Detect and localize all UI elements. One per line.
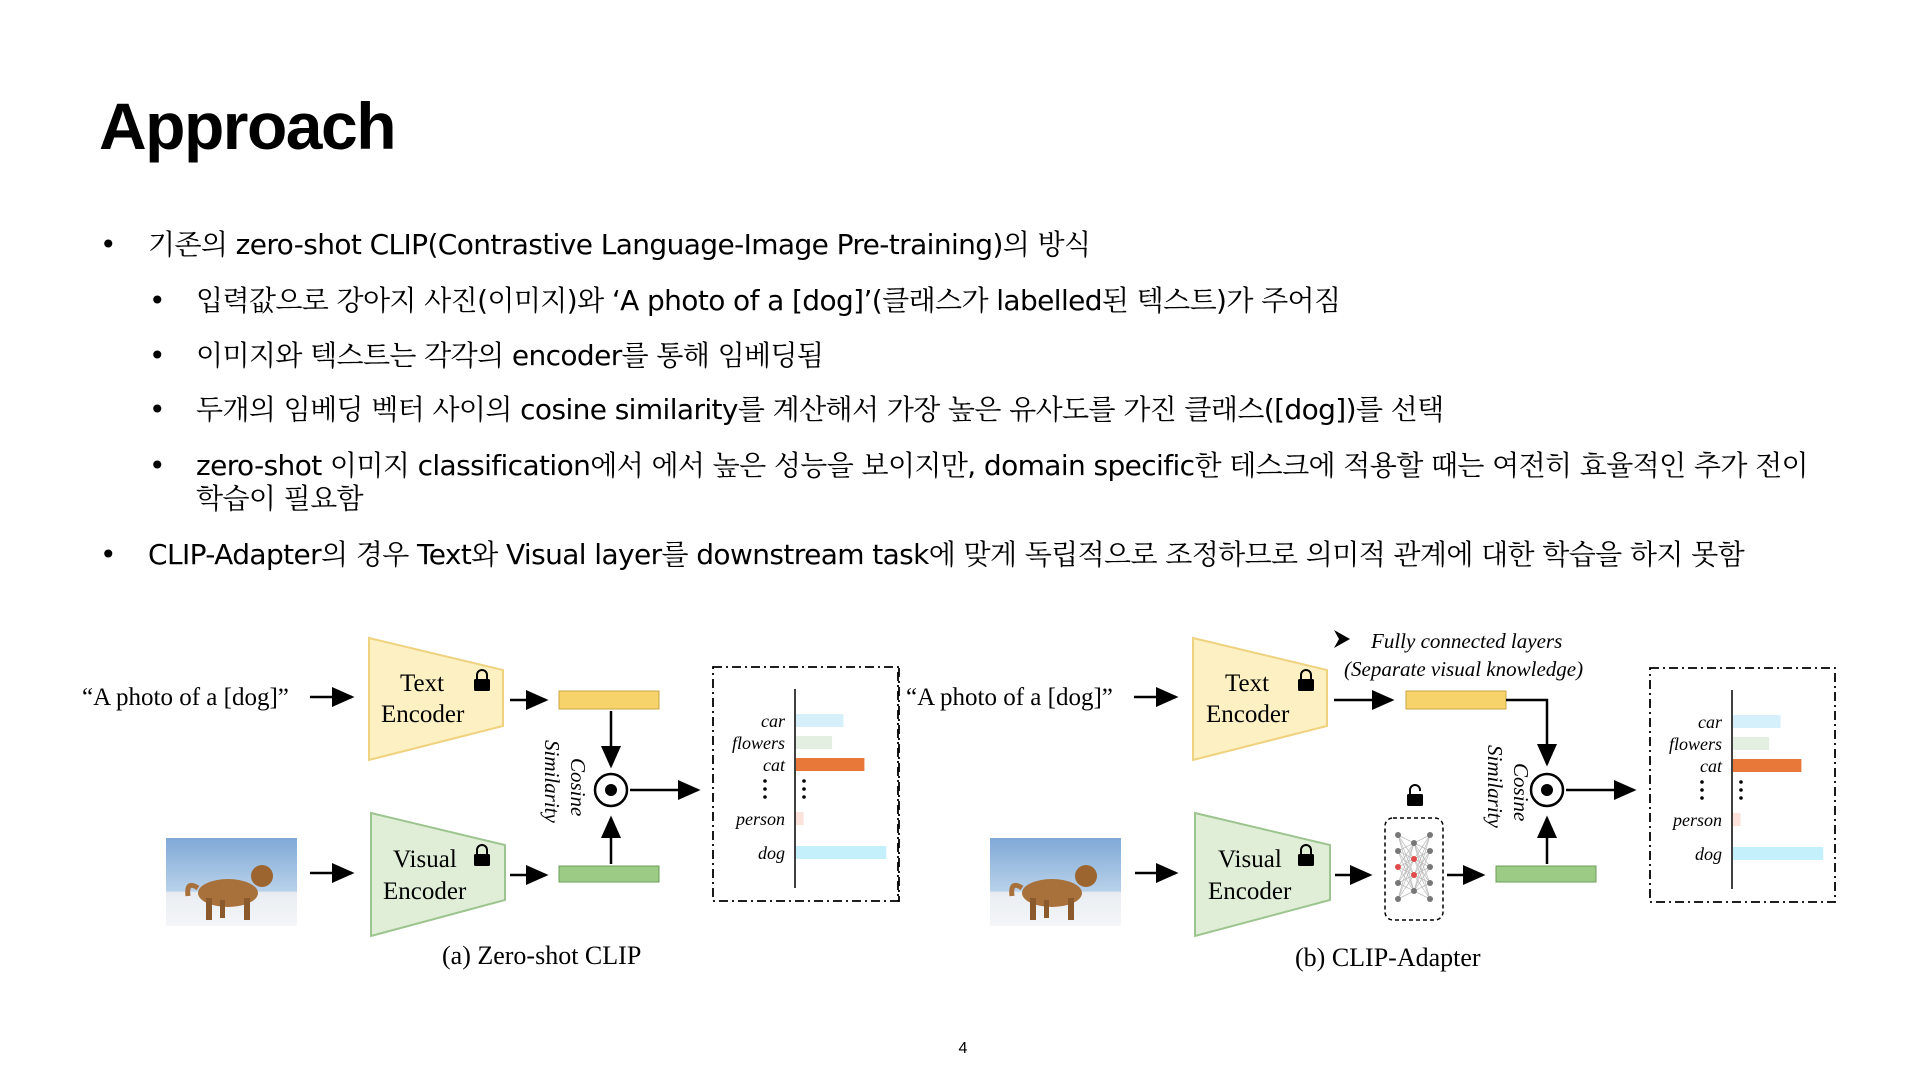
class-score-bar xyxy=(1733,813,1741,826)
prediction-box-a xyxy=(713,667,898,901)
ellipsis-dot xyxy=(1739,788,1743,792)
class-label: dog xyxy=(758,843,785,863)
ellipsis-dot xyxy=(1739,796,1743,800)
fc-note-line1: Fully connected layers xyxy=(1371,629,1563,653)
adapter-node xyxy=(1427,896,1433,902)
class-label: person xyxy=(1673,810,1722,830)
adapter-node xyxy=(1395,848,1401,854)
caption-a: (a) Zero-shot CLIP xyxy=(442,941,642,970)
caption-b: (b) CLIP-Adapter xyxy=(1295,943,1481,972)
fc-note-line2: (Separate visual knowledge) xyxy=(1344,657,1584,681)
arrow xyxy=(1506,700,1547,764)
bullet-1-4: zero-shot 이미지 classification에서 에서 높은 성능을 보이지만, domain specific한 테스크에 적용할 때는 여전히 효율적인 추가 전이 xyxy=(196,449,1808,482)
visual-embedding-a xyxy=(559,866,659,882)
cosine-label-b: Cosine xyxy=(1509,763,1533,822)
text-encoder-b xyxy=(1193,638,1327,760)
class-score-bar xyxy=(1733,759,1801,772)
visual-encoder-a xyxy=(371,813,505,936)
bullet-1-4-continued: 학습이 필요함 xyxy=(196,482,363,515)
adapter-node xyxy=(1395,832,1401,838)
class-label: car xyxy=(1698,712,1722,732)
visual-encoder-label-a: Visual xyxy=(393,846,457,873)
class-score-bar xyxy=(1733,715,1781,728)
ellipsis-dot xyxy=(1700,780,1704,784)
panel-a xyxy=(82,638,898,936)
class-label: person xyxy=(736,809,785,829)
adapter-node xyxy=(1395,880,1401,886)
dot-product-icon xyxy=(1531,774,1563,806)
class-scores-b xyxy=(1669,712,1823,864)
prompt-text-a: “A photo of a [dog]” xyxy=(82,684,289,711)
class-score-bar xyxy=(796,812,804,825)
ellipsis-dot xyxy=(802,779,806,783)
text-embedding-a xyxy=(559,691,659,709)
visual-encoder-label-b: Encoder xyxy=(1208,878,1292,905)
class-label: car xyxy=(761,711,785,731)
adapter-node xyxy=(1411,888,1417,894)
visual-encoder-label-a: Encoder xyxy=(383,878,467,905)
bullet-1-1: 입력값으로 강아지 사진(이미지)와 ‘A photo of a [dog]’(클래스가 labelled된 텍스트)가 주어짐 xyxy=(196,284,1341,317)
bullet-marker: • xyxy=(149,449,166,482)
adapter-box xyxy=(1385,818,1443,920)
ellipsis-dot xyxy=(1739,780,1743,784)
slide-title: Approach xyxy=(99,89,396,163)
bullet-marker: • xyxy=(149,393,166,426)
class-label: flowers xyxy=(1668,734,1722,754)
class-score-bar xyxy=(796,714,844,727)
bullet-1-3: 두개의 임베딩 벡터 사이의 cosine similarity를 계산해서 가장 높은 유사도를 가진 클래스([dog])를 선택 xyxy=(196,393,1444,426)
ellipsis-dot xyxy=(763,779,767,783)
text-encoder-label-a: Encoder xyxy=(381,701,465,728)
visual-encoder-b xyxy=(1195,813,1330,936)
adapter-network-icon xyxy=(1395,832,1433,902)
adapter-node xyxy=(1427,832,1433,838)
class-score-bar xyxy=(1733,737,1769,750)
adapter-node xyxy=(1427,864,1433,870)
class-label: cat xyxy=(1700,756,1722,776)
bullet-marker: • xyxy=(100,538,117,571)
adapter-node xyxy=(1411,840,1417,846)
bullet-marker: • xyxy=(100,228,117,261)
adapter-node xyxy=(1395,896,1401,902)
class-score-bar xyxy=(796,758,864,771)
visual-embedding-b xyxy=(1496,866,1596,882)
ellipsis-dot xyxy=(802,795,806,799)
page-number: 4 xyxy=(958,1040,968,1057)
bullet-1: 기존의 zero-shot CLIP(Contrastive Language-Image Pre-training)의 방식 xyxy=(148,228,1091,261)
class-label: dog xyxy=(1695,844,1722,864)
text-embedding-b xyxy=(1406,691,1506,709)
unlock-icon xyxy=(1407,785,1423,806)
panel-b xyxy=(906,629,1835,936)
class-score-bar xyxy=(796,846,886,859)
text-encoder-a xyxy=(369,638,503,760)
ellipsis-dot xyxy=(763,795,767,799)
class-scores-a xyxy=(732,711,886,863)
adapter-node xyxy=(1395,864,1401,870)
ellipsis-dot xyxy=(802,787,806,791)
class-score-bar xyxy=(796,736,832,749)
class-label: flowers xyxy=(731,733,785,753)
arrowhead-bullet-icon xyxy=(1334,630,1350,648)
bullet-1-2: 이미지와 텍스트는 각각의 encoder를 통해 임베딩됨 xyxy=(196,339,824,372)
text-encoder-label-b: Encoder xyxy=(1206,701,1290,728)
ellipsis-dot xyxy=(1700,788,1704,792)
visual-encoder-label-b: Visual xyxy=(1218,846,1282,873)
adapter-node xyxy=(1411,872,1417,878)
adapter-node xyxy=(1427,880,1433,886)
class-score-bar xyxy=(1733,847,1823,860)
cosine-label-a: Cosine xyxy=(566,758,590,817)
cosine-label-b: Similarity xyxy=(1483,745,1507,828)
dot-product-icon xyxy=(595,774,627,806)
ellipsis-dot xyxy=(1700,796,1704,800)
prompt-text-b: “A photo of a [dog]” xyxy=(906,684,1113,711)
prediction-box-b xyxy=(1650,668,1835,902)
text-encoder-label-b: Text xyxy=(1225,670,1270,697)
ellipsis-dot xyxy=(763,787,767,791)
class-label: cat xyxy=(763,755,785,775)
cosine-label-a: Similarity xyxy=(540,740,564,823)
adapter-node xyxy=(1411,856,1417,862)
adapter-node xyxy=(1427,848,1433,854)
bullet-2: CLIP-Adapter의 경우 Text와 Visual layer를 downstream task에 맞게 독립적으로 조정하므로 의미적 관계에 대한 학습을 하지 못함 xyxy=(148,538,1745,571)
bullet-marker: • xyxy=(149,284,166,317)
text-encoder-label-a: Text xyxy=(400,670,445,697)
bullet-marker: • xyxy=(149,339,166,372)
